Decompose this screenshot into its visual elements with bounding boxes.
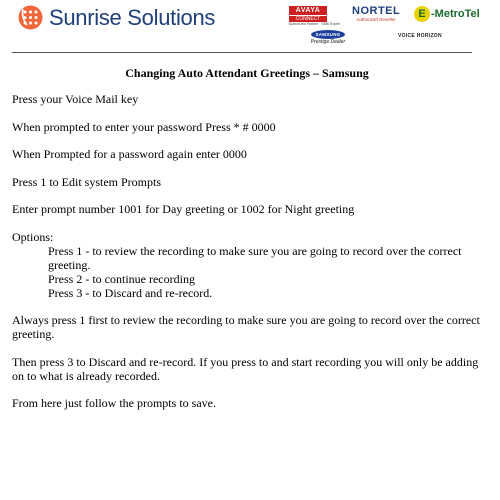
note-follow-prompts: From here just follow the prompts to save. — [12, 396, 216, 410]
phone-circle-icon — [18, 5, 43, 30]
voice-horizon-logo: VOICE HORIZON — [398, 33, 442, 39]
avaya-logo: AVAYA CONNECT Authorized Partner · SMB Expert — [289, 7, 340, 26]
option-1: Press 1 - to review the recording to make sure you are going to record over the correct greeting. — [48, 243, 462, 272]
nortel-logo: NORTEL Authorized Reseller — [352, 5, 401, 22]
note-review-first: Always press 1 first to review the recording to make sure you are going to record over the correct greeting. — [12, 313, 480, 341]
emetrotel-logo: E -MetroTel — [414, 6, 480, 22]
option-2: Press 2 - to continue recording — [48, 271, 195, 286]
company-name: Sunrise Solutions — [49, 5, 216, 30]
samsung-logo: SAMSUNG Prestige Dealer — [310, 32, 346, 45]
step-3: When Prompted for a password again enter 0000 — [12, 147, 247, 161]
note-discard: Then press 3 to Discard and re-record. If you press to and start recording you will only be adding on to what is already recorded. — [12, 354, 479, 383]
step-4: Press 1 to Edit system Prompts — [12, 174, 162, 189]
page-header — [0, 0, 500, 52]
options-label: Options: — [12, 229, 54, 244]
emetrotel-e-icon: E — [414, 6, 430, 22]
step-2: When prompted to enter your password Press * # 0000 — [12, 119, 276, 134]
step-5: Enter prompt number 1001 for Day greeting or 1002 for Night greeting — [12, 202, 355, 216]
company-brand — [18, 5, 215, 30]
document-title: Changing Auto Attendant Greetings – Samsung — [125, 66, 369, 80]
document-body — [12, 66, 482, 424]
option-3: Press 3 - to Discard and re-record. — [48, 285, 213, 300]
header-divider — [12, 52, 472, 53]
step-1: Press your Voice Mail key — [12, 92, 139, 106]
